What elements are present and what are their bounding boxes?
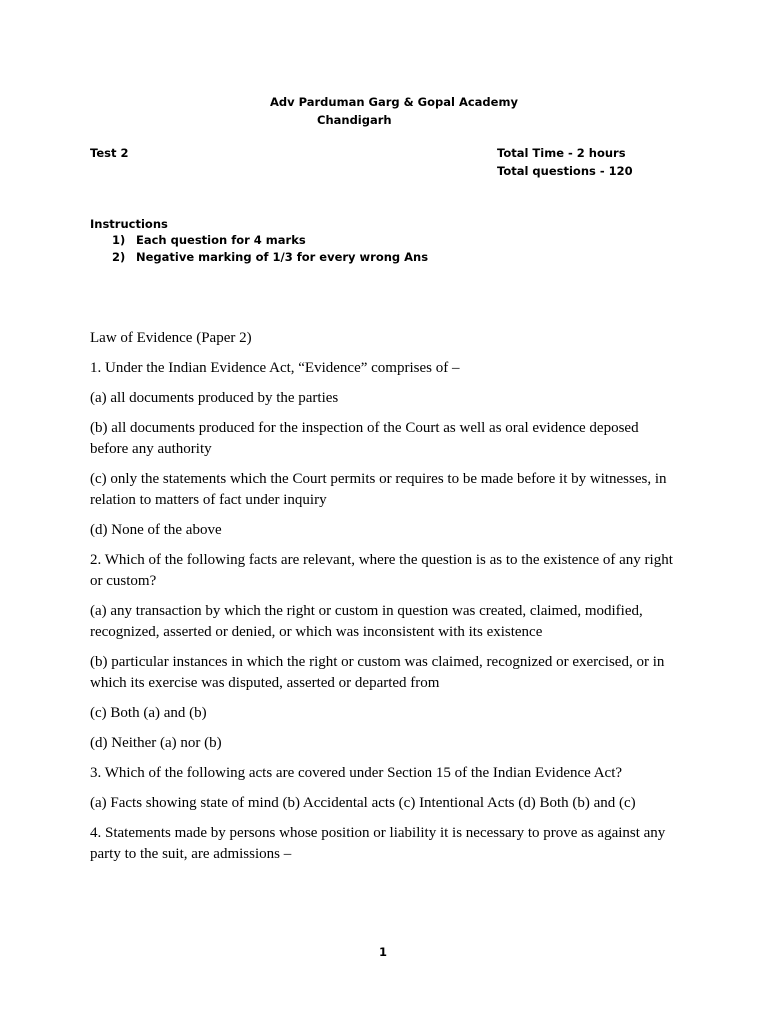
question-4: 4. Statements made by persons whose position or liability it is necessary to prove as against any party to the suit, are admissions –	[90, 825, 666, 862]
instruction-number: 2)	[112, 250, 126, 264]
question-3: 3. Which of the following acts are covered under Section 15 of the Indian Evidence Act?	[90, 765, 623, 781]
total-questions: Total questions - 120	[497, 164, 633, 178]
question-1-option-d: (d) None of the above	[90, 522, 222, 538]
question-3-options: (a) Facts showing state of mind (b) Accidental acts (c) Intentional Acts (d) Both (b) and (c)	[90, 795, 636, 811]
question-1-option-b: (b) all documents produced for the inspection of the Court as well as oral evidence deposed before any authority	[90, 420, 639, 457]
instruction-text: Negative marking of 1/3 for every wrong Ans	[136, 250, 429, 264]
total-time: Total Time - 2 hours	[497, 146, 626, 160]
test-label: Test 2	[90, 146, 129, 160]
instructions-block	[90, 216, 428, 266]
instructions-heading: Instructions	[90, 217, 168, 231]
instruction-item	[90, 232, 428, 249]
question-1: 1. Under the Indian Evidence Act, “Evidence” comprises of –	[90, 360, 460, 376]
page-number: 1	[379, 945, 388, 959]
question-2-option-d: (d) Neither (a) nor (b)	[90, 735, 222, 751]
paper-title: Law of Evidence (Paper 2)	[90, 330, 252, 346]
question-2-option-a: (a) any transaction by which the right or custom in question was created, claimed, modified, recognized, asserted or denied, or which was inconsistent with its existence	[90, 603, 643, 640]
instruction-number: 1)	[112, 233, 126, 247]
question-content	[90, 328, 680, 874]
instruction-text: Each question for 4 marks	[136, 233, 306, 247]
question-1-option-a: (a) all documents produced by the parties	[90, 390, 339, 406]
academy-city: Chandigarh	[317, 113, 392, 127]
instruction-item	[90, 249, 428, 266]
question-1-option-c: (c) only the statements which the Court permits or requires to be made before it by witnesses, in relation to matters of fact under inquiry	[90, 471, 667, 508]
academy-name: Adv Parduman Garg & Gopal Academy	[270, 95, 518, 109]
question-2-option-b: (b) particular instances in which the right or custom was claimed, recognized or exercised, or in which its exercise was disputed, asserted or departed from	[90, 654, 665, 691]
question-2-option-c: (c) Both (a) and (b)	[90, 705, 207, 721]
question-2: 2. Which of the following facts are relevant, where the question is as to the existence of any right or custom?	[90, 552, 673, 589]
